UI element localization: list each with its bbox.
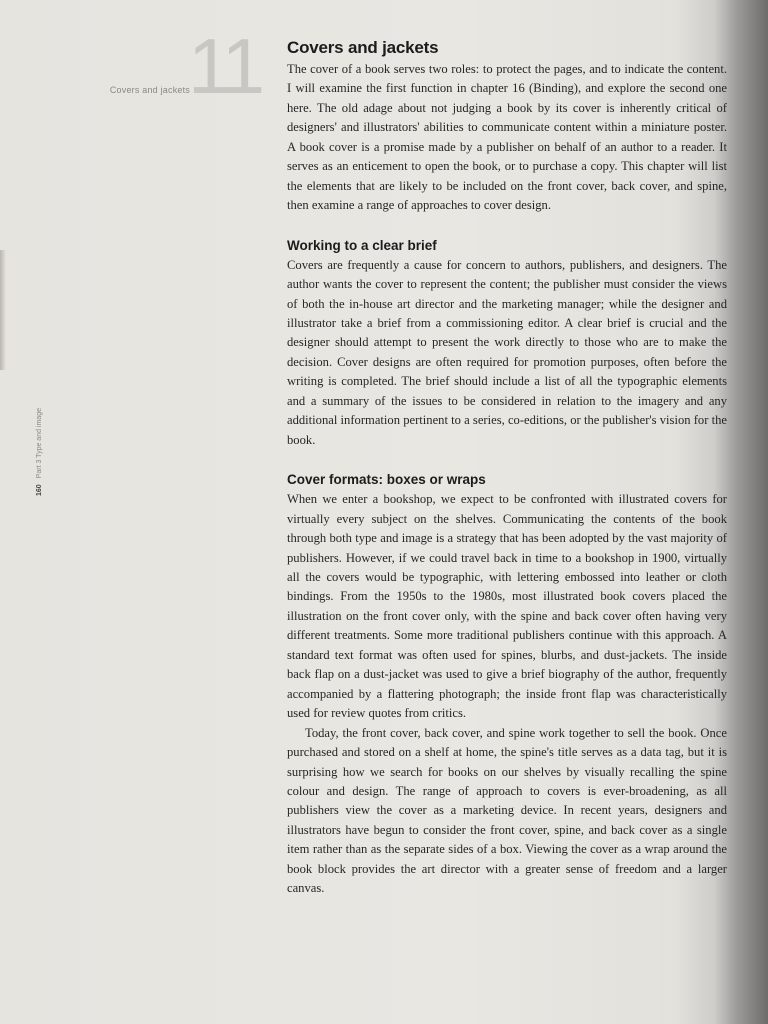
main-text xyxy=(287,36,727,899)
section-heading-brief: Working to a clear brief xyxy=(287,237,437,253)
part-label: Part 3 Type and image xyxy=(36,408,43,479)
chapter-number: 11 xyxy=(188,22,261,110)
page-edge-shadow xyxy=(0,250,6,370)
intro-paragraph: The cover of a book serves two roles: to protect the pages, and to indicate the content. I will examine the first function in chapter 16 (Binding), and explore the second one here. The old adage about not judging a book by its cover is inherently critical of designers' and illustrators' abilities to communicate content within a miniature poster. A book cover is a promise made by a publisher on behalf of an author to a reader. It serves as an enticement to open the book, or to purchase a copy. This chapter will list the elements that are likely to be included on the front cover, back cover, and spine, then examine a range of approaches to cover design. xyxy=(287,62,727,213)
formats-paragraph-2: Today, the front cover, back cover, and spine work together to sell the book. Once purchased and stored on a shelf at home, the spine's title serves as a data tag, but it is surprising how we search for books on our shelves by visually recalling the spine colour and design. The range of approach to covers is ever-broadening, as all publishers view the cover as a marketing device. In recent years, designers and illustrators have begun to consider the front cover, spine, and back cover as a single item rather than as the separate sides of a box. Viewing the cover as a wrap around the book block provides the art director with a greater sense of freedom and a larger canvas. xyxy=(287,725,727,896)
section-heading-formats: Cover formats: boxes or wraps xyxy=(287,472,486,488)
side-folio xyxy=(36,408,43,496)
brief-paragraph: Covers are frequently a cause for concern to authors, publishers, and designers. The author wants the cover to represent the content; the publisher must consider the views of both the in-house art director and the marketing manager; while the designer and illustrator take a brief from a commissioning editor. A clear brief is crucial and the designer should attempt to present the work directly to those who are to make the decision. Cover designs are often required for promotion purposes, often before the writing is completed. The brief should include a list of all the typographic elements and a summary of the issues to be considered in relation to the imagery and any additional information pertinent to a series, co-editions, or the publisher's vision for the book. xyxy=(287,257,727,447)
chapter-title: Covers and jackets xyxy=(287,38,439,57)
page-number: 160 xyxy=(36,484,43,496)
running-head: Covers and jackets xyxy=(109,85,190,95)
formats-paragraph-1: When we enter a bookshop, we expect to be confronted with illustrated covers for virtually every subject on the shelves. Communicating the contents of the book through both type and image is a strategy that has been adopted by the vast majority of publishers. However, if we could travel back in time to a bookshop in 1900, virtually all the covers would be typographic, with lettering embossed into leather or cloth bindings. From the 1950s to the 1980s, most illustrated book covers placed the illustration on the front cover only, with the spine and back cover often having very different treatments. Some more traditional publishers continue with this approach. A standard text format was often used for spines, blurbs, and dust-jackets. The inside back flap on a dust-jacket was used to give a brief biography of the author, frequently accompanied by a flattering photograph; the inside front flap was characteristically used for review quotes from critics. xyxy=(287,492,727,721)
